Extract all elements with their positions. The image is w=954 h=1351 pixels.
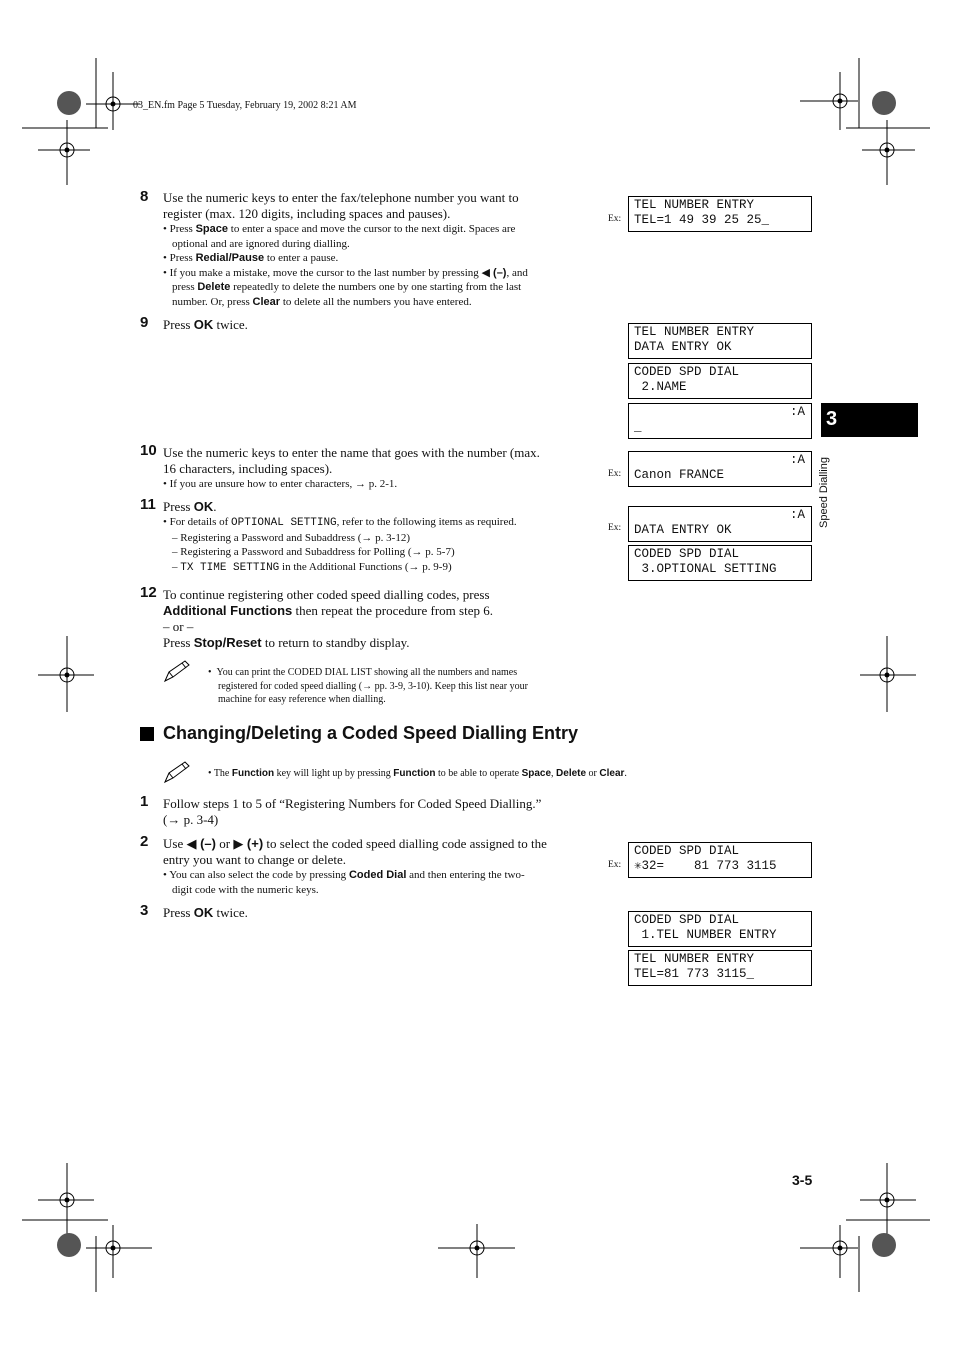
chapter-side-label: Speed Dialling [818,457,830,528]
bullet-redial: • Press Redial/Pause to enter a pause. [163,252,339,264]
note-2: • The Function key will light up by pressing Function to be able to operate Space, Delete or Clear. [208,768,627,779]
step-10-text [163,445,603,477]
step-11-text: Press OK. [163,499,217,514]
lcd-display-coded-select: CODED SPD DIAL ✳32= 81 773 3115 [628,842,812,878]
note-1-line1: • You can print the CODED DIAL LIST showing all the numbers and names [208,667,518,678]
lcd-display-data-ok: TEL NUMBER ENTRY DATA ENTRY OK [628,323,812,359]
lcd-display-name-ok: :A DATA ENTRY OK [628,506,812,542]
lcd-display-tel-edit: TEL NUMBER ENTRY TEL=81 773 3115_ [628,950,812,986]
step-b1-text [163,796,603,828]
pencil-note-icon [163,659,191,683]
page-number: 3-5 [792,1172,813,1188]
dash-item-3: – TX TIME SETTING in the Additional Functions (→ p. 9-9) [172,560,452,574]
section-title: Changing/Deleting a Coded Speed Dialling Entry [163,723,579,743]
note-1-line2: registered for coded speed dialling (→ pp. 3-9, 3-10). Keep this list near your [218,680,528,692]
chapter-tab [821,403,918,437]
ex-label-2: Ex: [608,469,622,479]
step-8-bullets [163,222,593,309]
step-12-text [163,587,603,651]
ex-label-1: Ex: [608,214,622,224]
bullet-mistake: • If you make a mistake, move the cursor to the last number by pressing ◀ (–), and [163,266,528,279]
bullet-mistake-line2: press Delete repeatedly to delete the numbers one by one starting from the last [172,281,522,293]
step-b2-bullet [163,868,603,897]
lcd-display-name: CODED SPD DIAL 2.NAME [628,363,812,399]
step-12-line4: Press Stop/Reset to return to standby display. [163,635,410,650]
step-10-bullet: • If you are unsure how to enter characters, → p. 2-1. [163,478,398,490]
step-11-bullets [163,515,603,575]
step-8-line2: register (max. 120 digits, including spaces and pauses). [163,206,451,221]
step-b3-text: Press OK twice. [163,905,248,920]
dash-item-1: – Registering a Password and Subaddress (→ p. 3-12) [172,531,410,544]
step-b2-line1: Use ◀ (–) or ▶ (+) to select the coded speed dialling code assigned to the [163,836,547,851]
step-11-number: 11 [140,496,156,513]
pencil-note-icon-2 [163,760,191,784]
lcd-display-name-entry: :A Canon FRANCE [628,451,812,487]
step-10-number: 10 [140,442,157,459]
step-b2-text [163,836,603,868]
note-1 [208,666,588,707]
step-12-number: 12 [140,584,157,601]
step-10-line1: Use the numeric keys to enter the name that goes with the number (max. [163,445,540,460]
step-12-line1: To continue registering other coded speed dialling codes, press [163,587,490,602]
step-8-line1: Use the numeric keys to enter the fax/telephone number you want to [163,190,519,205]
lcd-display-name-blank: :A _ [628,403,812,439]
bullet-optional-setting: • For details of OPTIONAL SETTING, refer to the following items as required. [163,516,517,529]
header-file-info: 03_EN.fm Page 5 Tuesday, February 19, 2002 8:21 AM [133,100,357,111]
step-b2-number: 2 [140,833,149,850]
step-8-number: 8 [140,188,149,205]
step-12-or: – or – [163,619,194,634]
chapter-number: 3 [826,408,838,430]
step-b2-line2: entry you want to change or delete. [163,852,347,867]
step-9-text: Press OK twice. [163,317,248,332]
step-b3-number: 3 [140,902,149,919]
step-b1-number: 1 [140,793,149,810]
step-b1-line2: (→ p. 3-4) [163,812,219,827]
lcd-display-tel-menu: CODED SPD DIAL 1.TEL NUMBER ENTRY [628,911,812,947]
bullet-coded-dial: • You can also select the code by pressing Coded Dial and then entering the two- [163,869,525,881]
step-12-line2: Additional Functions then repeat the procedure from step 6. [163,603,493,618]
section-square-icon [140,727,154,741]
lcd-display-tel-entry: TEL NUMBER ENTRY TEL=1 49 39 25 25_ [628,196,812,232]
bullet-space-line2: optional and are ignored during dialling. [172,237,350,250]
ex-label-3: Ex: [608,523,622,533]
bullet-coded-dial-line2: digit code with the numeric keys. [172,883,319,896]
ex-label-4: Ex: [608,860,622,870]
step-9-number: 9 [140,314,149,331]
step-b1-line1: Follow steps 1 to 5 of “Registering Numbers for Coded Speed Dialling.” [163,796,542,811]
lcd-display-optional: CODED SPD DIAL 3.OPTIONAL SETTING [628,545,812,581]
dash-item-2: – Registering a Password and Subaddress for Polling (→ p. 5-7) [172,546,455,558]
step-10-line2: 16 characters, including spaces). [163,461,333,476]
note-1-line3: machine for easy reference when dialling. [218,694,386,705]
bullet-space: • Press Space to enter a space and move the cursor to the next digit. Spaces are [163,223,516,235]
step-8-text [163,190,603,222]
bullet-mistake-line3: number. Or, press Clear to delete all the numbers you have entered. [172,295,472,308]
